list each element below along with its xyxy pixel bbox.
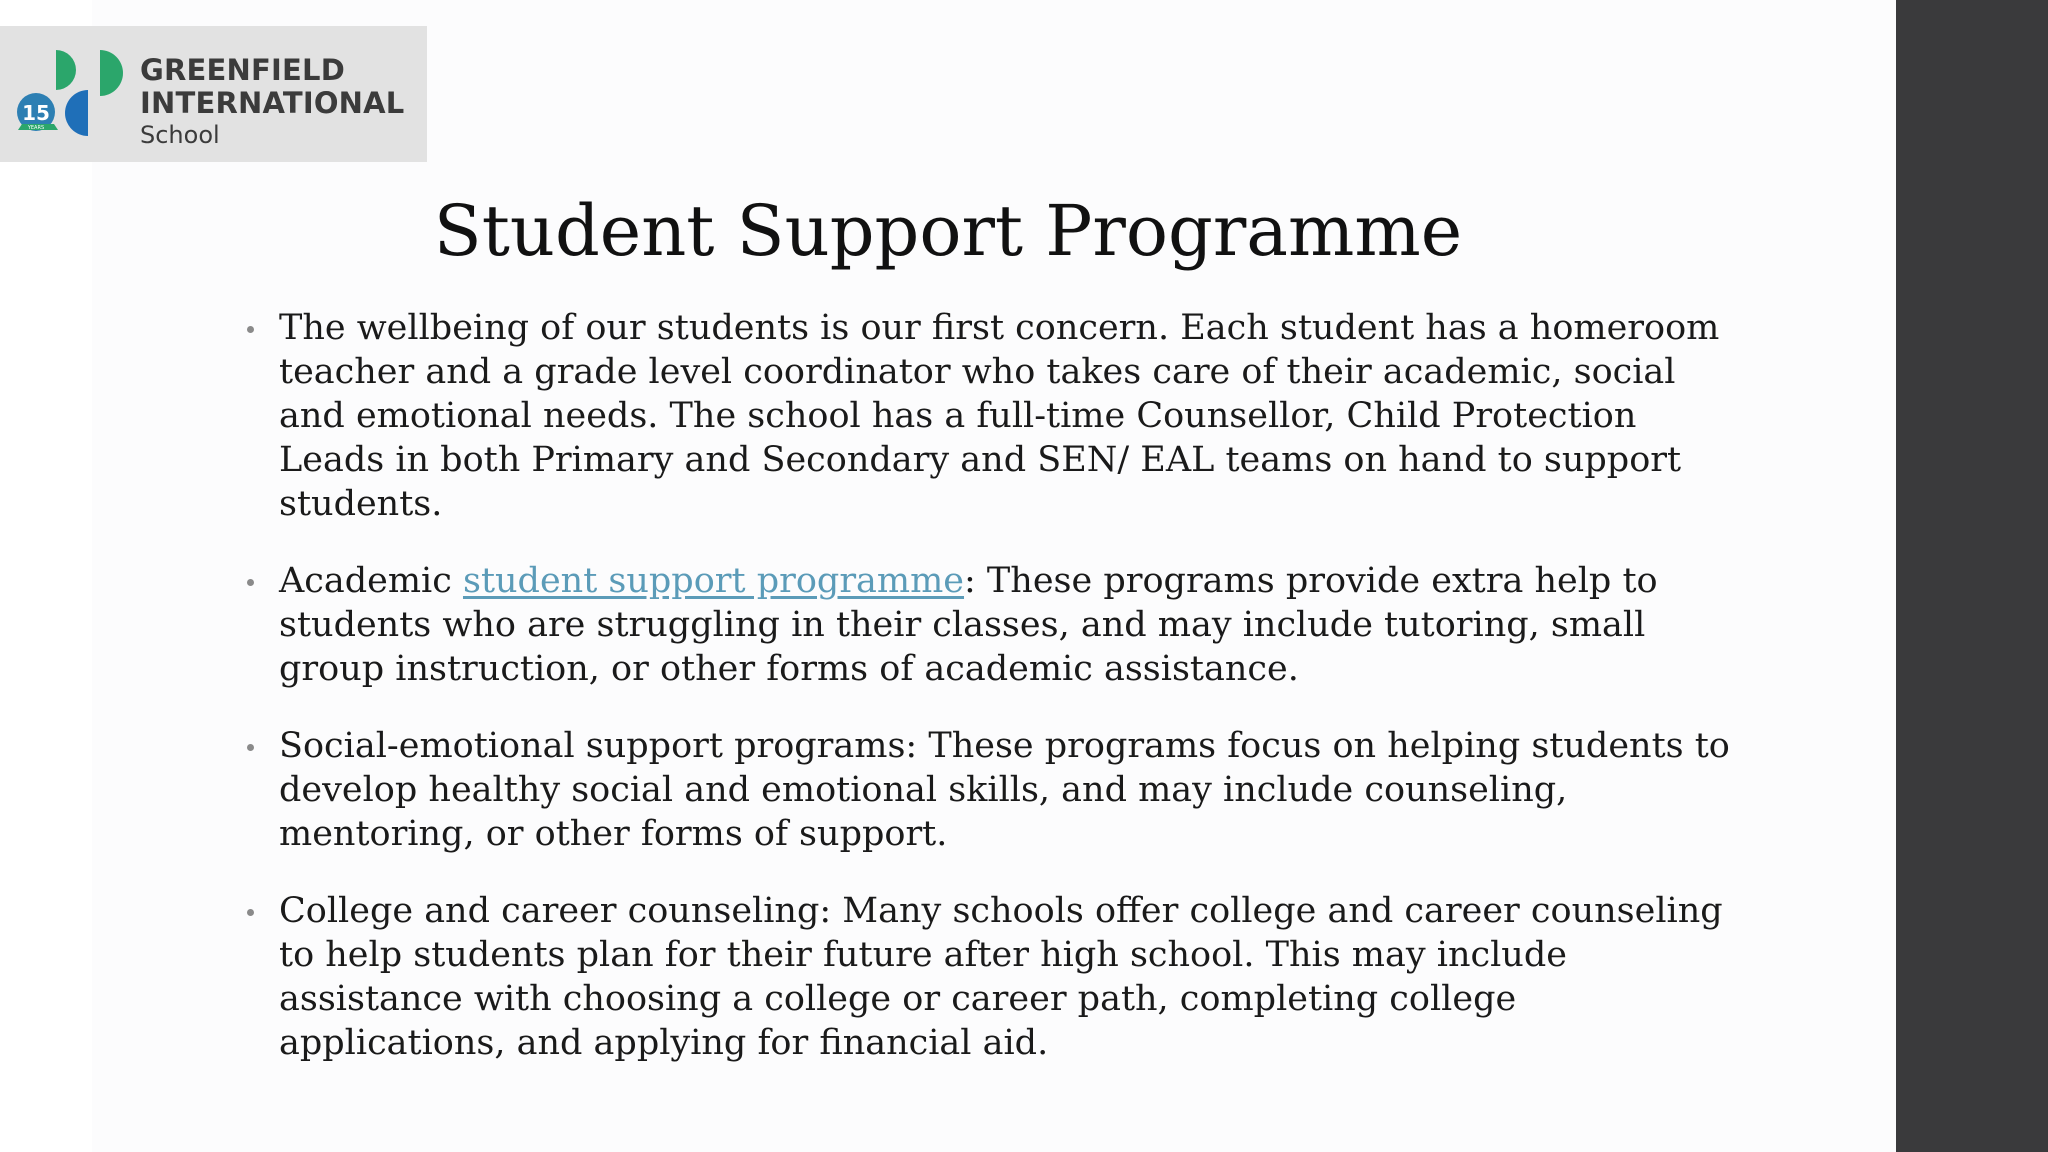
logo-text-line1: GREENFIELD bbox=[140, 53, 345, 87]
bullet-dot-icon bbox=[247, 579, 254, 586]
bullet-item bbox=[245, 306, 1745, 526]
bullet-dot-icon bbox=[247, 744, 254, 751]
logo-badge-number: 15 bbox=[22, 101, 50, 125]
logo-green-d-right bbox=[100, 50, 123, 96]
bullet-dot-icon bbox=[247, 326, 254, 333]
bullet-item bbox=[245, 559, 1745, 691]
bullet-line: assistance with choosing a college or career path, completing college bbox=[279, 979, 1517, 1019]
logo-green-d-left bbox=[56, 50, 76, 90]
bullet-line: students. bbox=[279, 484, 443, 524]
bullet-item bbox=[245, 889, 1745, 1065]
logo-blue-c bbox=[65, 90, 88, 136]
presenter-side-panel bbox=[1896, 0, 2048, 1152]
bullet-line-with-link bbox=[279, 559, 1745, 603]
bullet-line: Social-emotional support programs: These programs focus on helping students to bbox=[279, 726, 1730, 766]
bullet-prefix: Academic bbox=[279, 561, 463, 601]
bullet-line: group instruction, or other forms of academic assistance. bbox=[279, 649, 1299, 689]
bullet-line: mentoring, or other forms of support. bbox=[279, 814, 948, 854]
slide-title: Student Support Programme bbox=[433, 190, 1463, 272]
bullet-line: and emotional needs. The school has a full-time Counsellor, Child Protection bbox=[279, 396, 1637, 436]
bullet-line: applications, and applying for financial aid. bbox=[279, 1023, 1049, 1063]
logo-text-line3: School bbox=[140, 121, 220, 149]
bullet-suffix: : These programs provide extra help to bbox=[964, 561, 1658, 601]
bullet-line: The wellbeing of our students is our first concern. Each student has a homeroom bbox=[279, 308, 1720, 348]
bullet-line: to help students plan for their future after high school. This may include bbox=[279, 935, 1567, 975]
bullet-line: students who are struggling in their classes, and may include tutoring, small bbox=[279, 605, 1646, 645]
bullet-dot-icon bbox=[247, 909, 254, 916]
bullet-line: Leads in both Primary and Secondary and SEN/ EAL teams on hand to support bbox=[279, 440, 1682, 480]
bullet-line: teacher and a grade level coordinator who takes care of their academic, social bbox=[279, 352, 1676, 392]
bullet-item bbox=[245, 724, 1745, 856]
bullet-list bbox=[245, 306, 1745, 1098]
logo-wordmark bbox=[140, 53, 405, 149]
bullet-line: College and career counseling: Many schools offer college and career counseling bbox=[279, 891, 1723, 931]
logo-text-line2: INTERNATIONAL bbox=[140, 86, 405, 120]
logo-mark-icon bbox=[14, 44, 132, 146]
logo-badge-text: YEARS bbox=[27, 125, 45, 131]
student-support-programme-link[interactable]: student support programme bbox=[462, 561, 965, 601]
bullet-line: develop healthy social and emotional skills, and may include counseling, bbox=[279, 770, 1568, 810]
school-logo bbox=[0, 26, 427, 162]
